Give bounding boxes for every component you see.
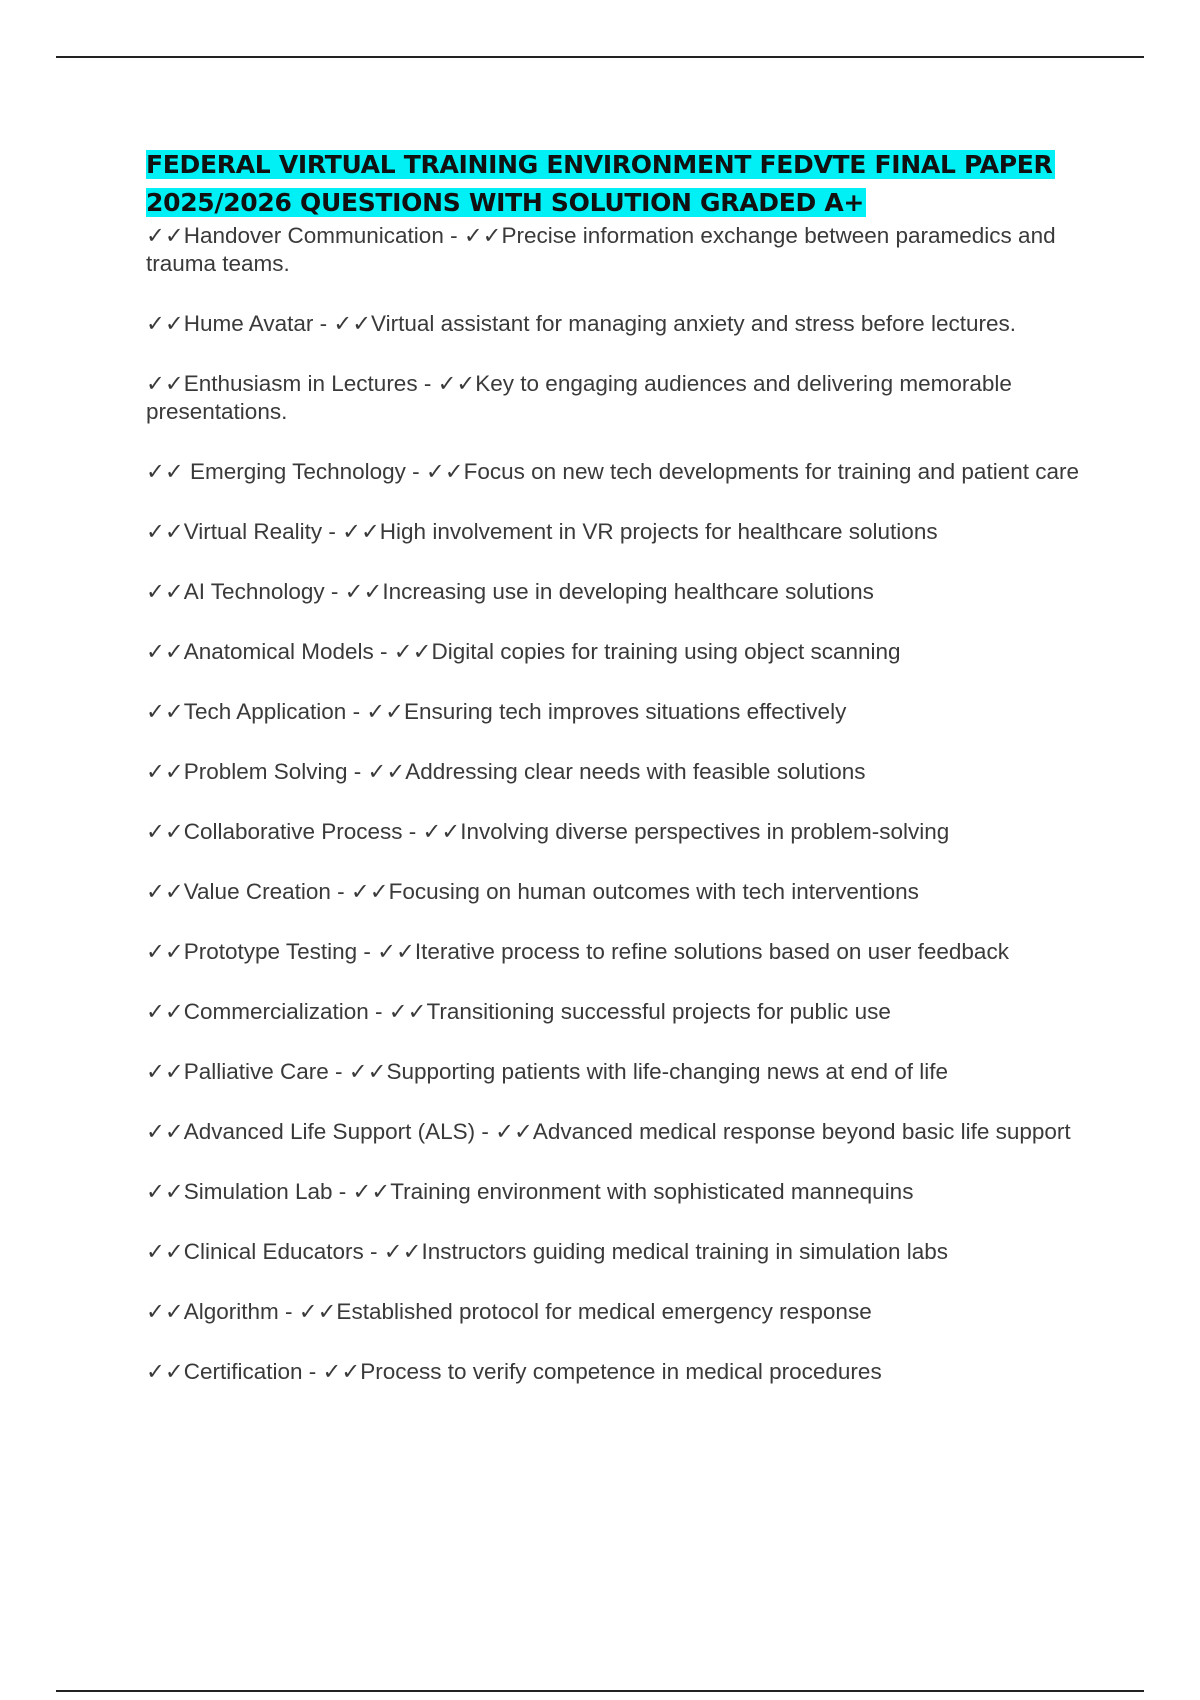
- list-item: ✓✓Value Creation - ✓✓Focusing on human outcomes with tech interventions: [146, 879, 919, 904]
- list-item: ✓✓Palliative Care - ✓✓Supporting patients with life-changing news at end of life: [146, 1059, 949, 1084]
- list-item: ✓✓Algorithm - ✓✓Established protocol for medical emergency response: [146, 1299, 872, 1324]
- list-item: ✓✓Virtual Reality - ✓✓High involvement in VR projects for healthcare solutions: [146, 519, 938, 544]
- list-item: ✓✓Simulation Lab - ✓✓Training environment with sophisticated mannequins: [146, 1179, 914, 1204]
- list-item: ✓✓Advanced Life Support (ALS) - ✓✓Advanced medical response beyond basic life support: [146, 1119, 1071, 1144]
- list-item: ✓✓Anatomical Models - ✓✓Digital copies for training using object scanning: [146, 639, 901, 664]
- list-item: ✓✓ Emerging Technology - ✓✓Focus on new tech developments for training and patient care: [146, 459, 1079, 484]
- bottom-divider: [56, 1690, 1144, 1692]
- document-body: [146, 146, 1096, 1418]
- list-item: ✓✓Handover Communication - ✓✓Precise information exchange between paramedics and trauma teams.: [146, 223, 1056, 276]
- list-item: ✓✓Enthusiasm in Lectures - ✓✓Key to engaging audiences and delivering memorable presentations.: [146, 371, 1012, 424]
- list-item: ✓✓Problem Solving - ✓✓Addressing clear needs with feasible solutions: [146, 759, 866, 784]
- title-highlight: FEDERAL VIRTUAL TRAINING ENVIRONMENT FEDVTE FINAL PAPER 2025/2026 QUESTIONS WITH SOLUTION GRADED A+: [146, 150, 1053, 217]
- entry-list: [146, 222, 1096, 1386]
- list-item: ✓✓Commercialization - ✓✓Transitioning successful projects for public use: [146, 999, 891, 1024]
- list-item: ✓✓AI Technology - ✓✓Increasing use in developing healthcare solutions: [146, 579, 874, 604]
- list-item: ✓✓Hume Avatar - ✓✓Virtual assistant for managing anxiety and stress before lectures.: [146, 311, 1016, 336]
- list-item: ✓✓Certification - ✓✓Process to verify competence in medical procedures: [146, 1359, 882, 1384]
- document-title: [146, 146, 1096, 222]
- top-divider: [56, 56, 1144, 58]
- list-item: ✓✓Prototype Testing - ✓✓Iterative process to refine solutions based on user feedback: [146, 939, 1009, 964]
- list-item: ✓✓Tech Application - ✓✓Ensuring tech improves situations effectively: [146, 699, 847, 724]
- list-item: ✓✓Collaborative Process - ✓✓Involving diverse perspectives in problem-solving: [146, 819, 950, 844]
- list-item: ✓✓Clinical Educators - ✓✓Instructors guiding medical training in simulation labs: [146, 1239, 948, 1264]
